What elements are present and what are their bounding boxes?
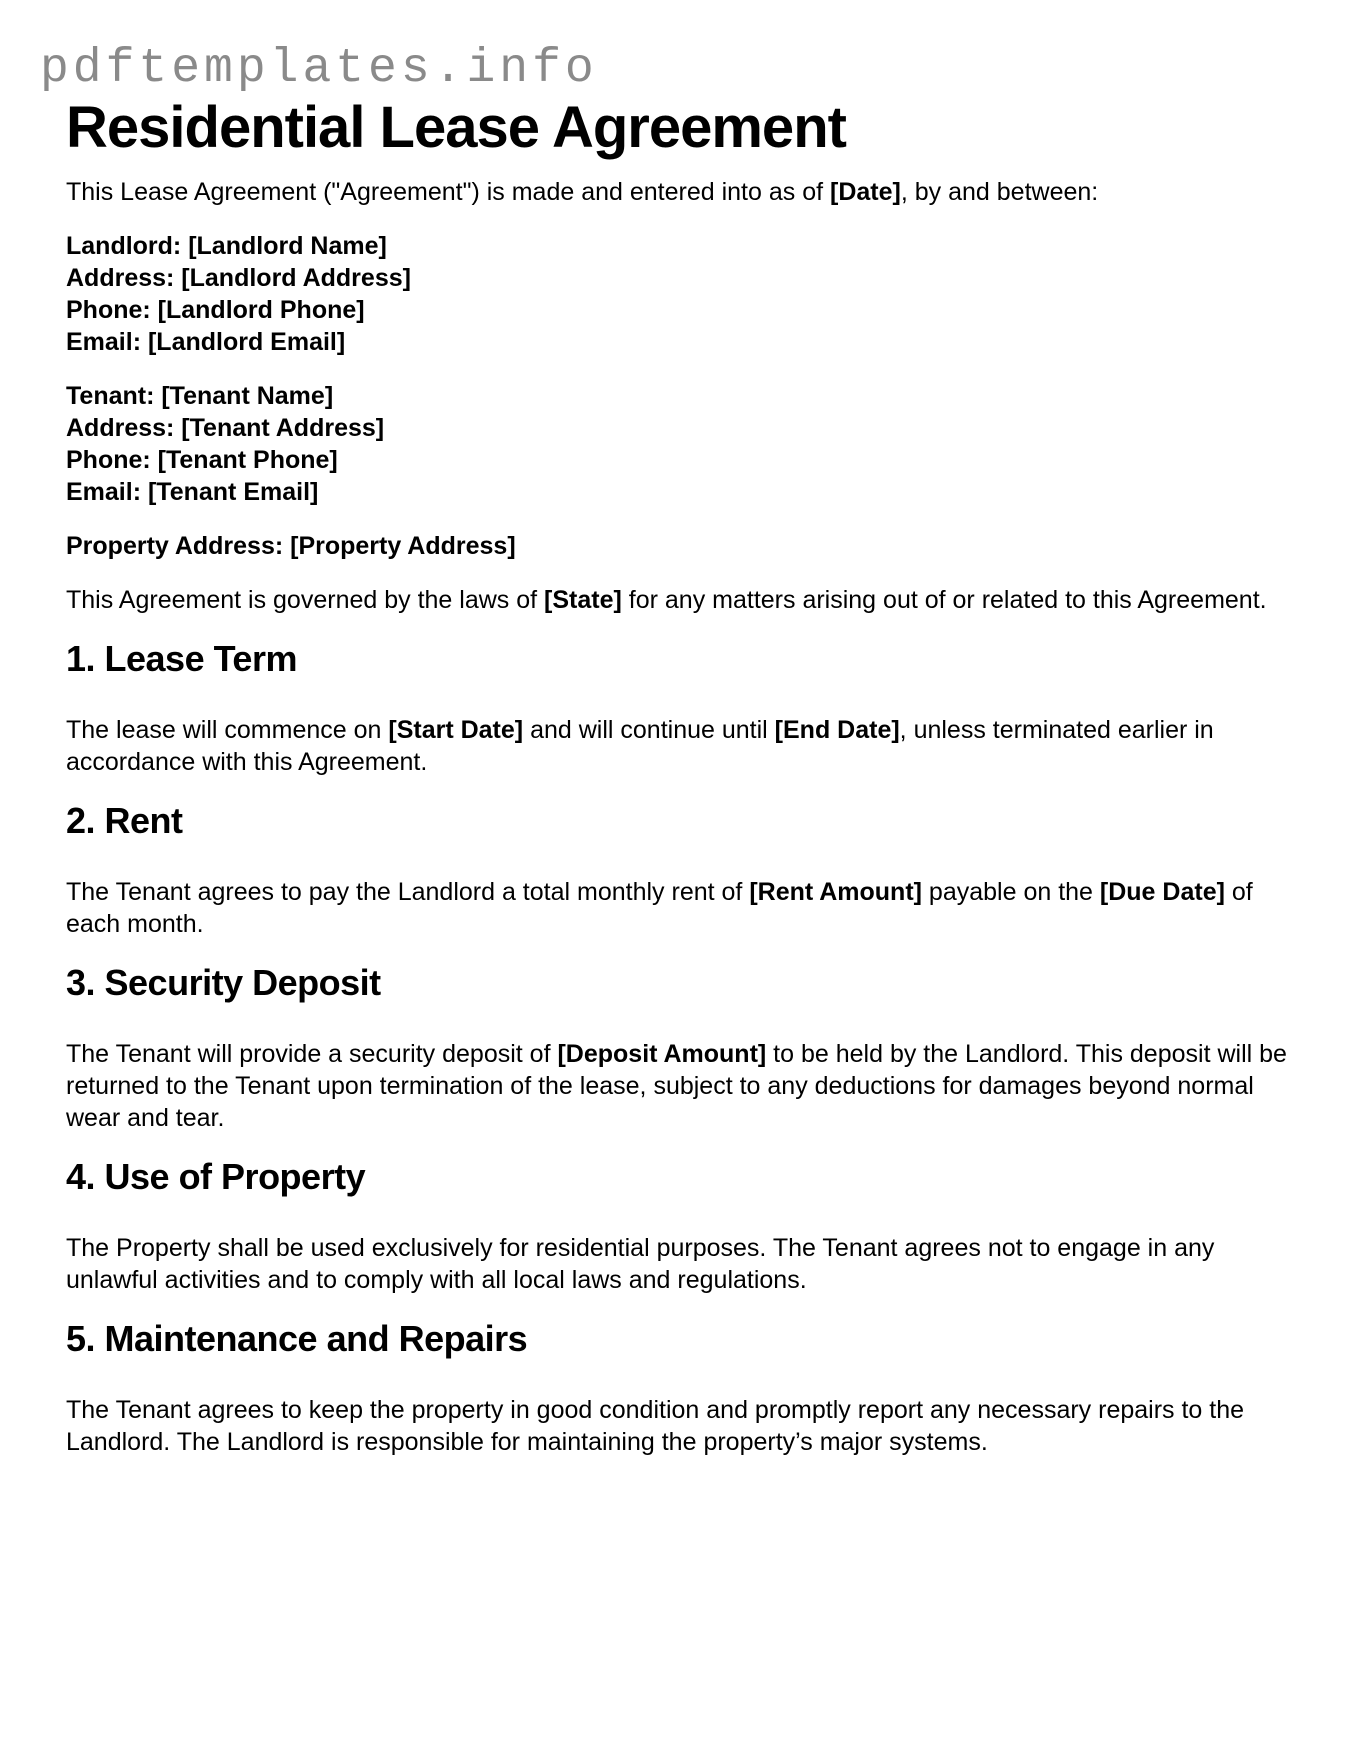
section-heading-maintenance-and-repairs: 5. Maintenance and Repairs (66, 1318, 528, 1359)
property-address-line: Property Address: [Property Address] (66, 532, 516, 560)
landlord-email-line: Email: [Landlord Email] (66, 328, 346, 356)
section-body-use-of-property: The Property shall be used exclusively for residential purposes. The Tenant agrees not to engage in any unlawful activities and to comply with all local laws and regulations. (66, 1234, 1215, 1294)
section-heading-rent: 2. Rent (66, 800, 183, 841)
section-body-rent: The Tenant agrees to pay the Landlord a total monthly rent of [Rent Amount] payable on the [Due Date] of each month. (66, 878, 1253, 938)
section-body-security-deposit: The Tenant will provide a security deposit of [Deposit Amount] to be held by the Landlord. This deposit will be returned to the Tenant upon termination of the lease, subject to any deductions for damages beyond normal wear and tear. (66, 1040, 1287, 1132)
section-body-lease-term: The lease will commence on [Start Date] and will continue until [End Date], unless terminated earlier in accordance with this Agreement. (66, 716, 1214, 776)
section-heading-lease-term: 1. Lease Term (66, 638, 297, 679)
tenant-email-line: Email: [Tenant Email] (66, 478, 319, 506)
landlord-name-line: Landlord: [Landlord Name] (66, 232, 387, 260)
section-lease-term (66, 638, 1301, 778)
section-heading-use-of-property: 4. Use of Property (66, 1156, 366, 1197)
landlord-phone-line: Phone: [Landlord Phone] (66, 296, 365, 324)
tenant-details-block (66, 380, 1301, 508)
landlord-details-block (66, 230, 1301, 358)
landlord-address-line: Address: [Landlord Address] (66, 264, 411, 292)
document-title: Residential Lease Agreement (66, 95, 846, 160)
intro-paragraph: This Lease Agreement ("Agreement") is made and entered into as of [Date], by and between: (66, 178, 1099, 206)
section-rent (66, 800, 1301, 940)
tenant-name-line: Tenant: [Tenant Name] (66, 382, 334, 410)
governing-law-paragraph: This Agreement is governed by the laws of [State] for any matters arising out of or related to this Agreement. (66, 586, 1267, 614)
section-use-of-property (66, 1156, 1301, 1296)
tenant-address-line: Address: [Tenant Address] (66, 414, 385, 442)
section-security-deposit (66, 962, 1301, 1134)
section-body-maintenance-and-repairs: The Tenant agrees to keep the property in good condition and promptly report any necessary repairs to the Landlord. The Landlord is responsible for maintaining the property’s major systems. (66, 1396, 1245, 1456)
tenant-phone-line: Phone: [Tenant Phone] (66, 446, 338, 474)
section-maintenance-and-repairs (66, 1318, 1301, 1458)
site-watermark: pdftemplates.info (40, 42, 598, 96)
section-heading-security-deposit: 3. Security Deposit (66, 962, 381, 1003)
